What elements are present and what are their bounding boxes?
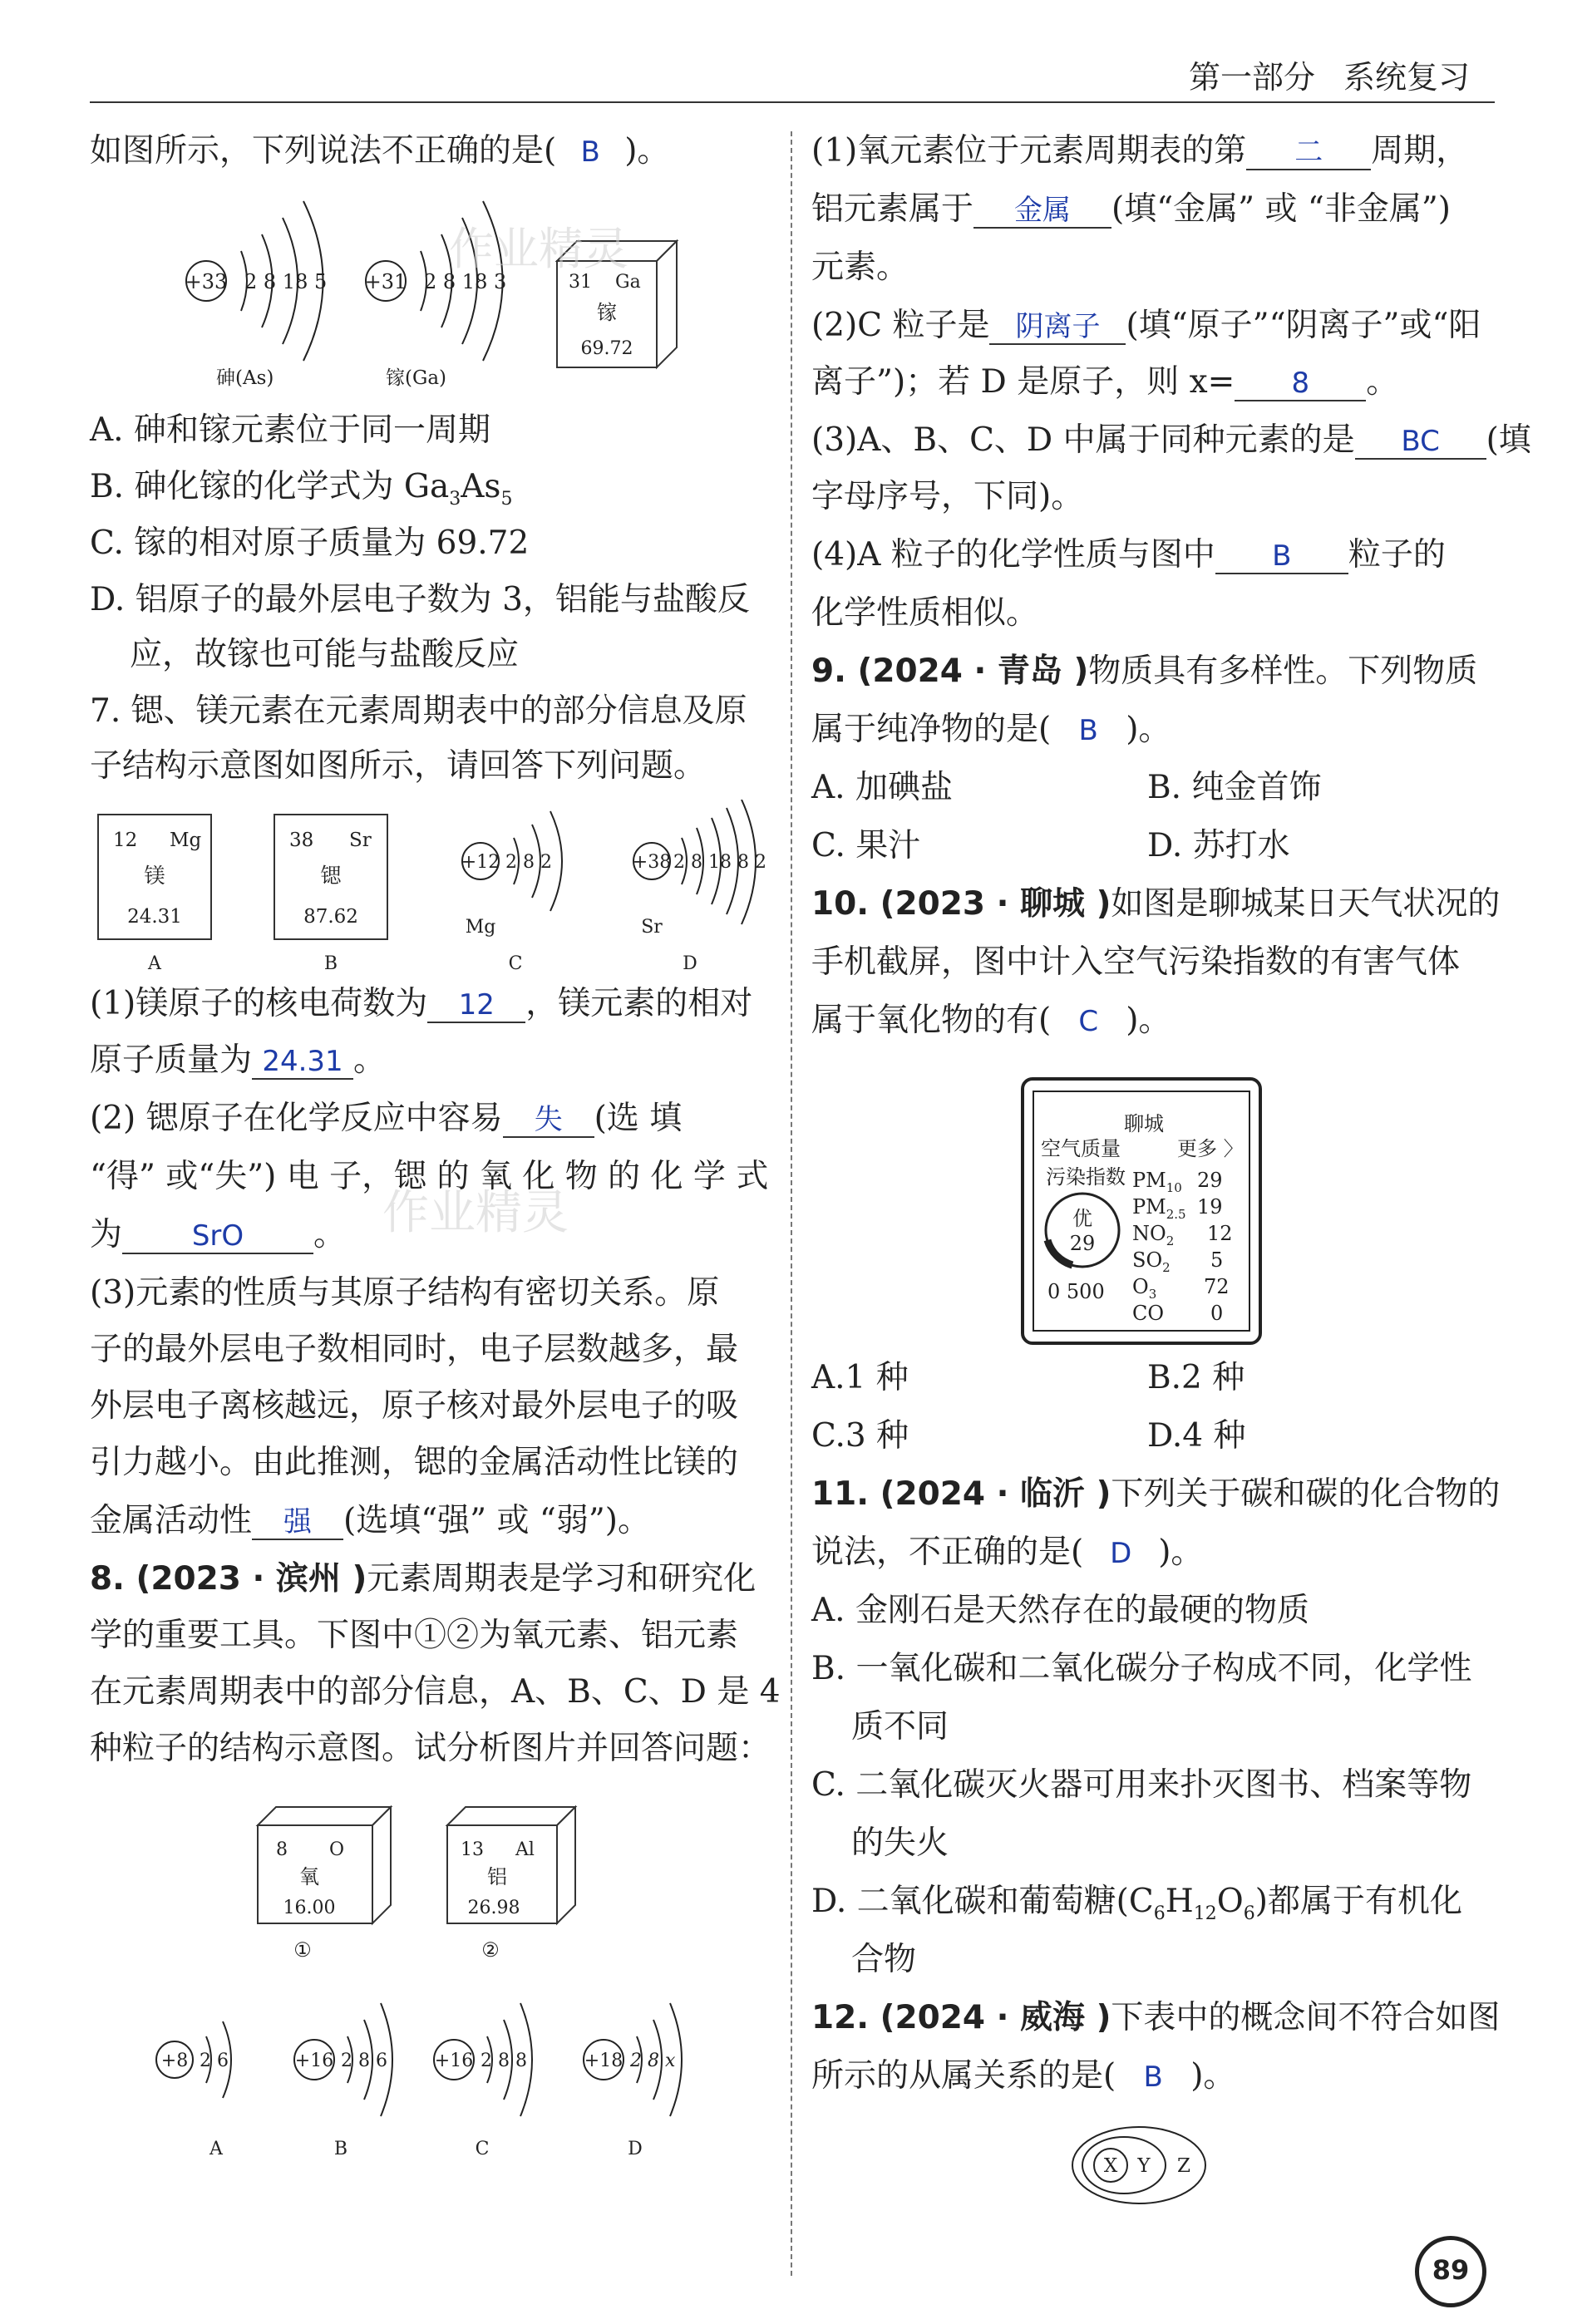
q11-option-d: D. 二氧化碳和葡萄糖$(C_6H_{12}O_6)$都属于有机化 (811, 1883, 1462, 1924)
q8-part3-cont: 字母序号，下同)。 (811, 478, 1084, 515)
o-cell-mass: 16.00 (283, 1898, 336, 1918)
q7-part1: (1)镁原子的核电荷数为 12 ，镁元素的相对 (90, 985, 753, 1022)
no2-value: 12 (1207, 1222, 1233, 1245)
q8-stem-l2: 学的重要工具。下图中①②为氧元素、铝元素 (90, 1617, 739, 1654)
q8-answer-3: 阴离子 (1015, 310, 1101, 343)
sr-cell-sym: Sr (349, 830, 372, 851)
particle-b-shells: 2 8 6 (341, 2051, 387, 2071)
o-cell-no: 8 (276, 1839, 288, 1860)
svg-text:作业精灵: 作业精灵 (382, 1186, 569, 1240)
page-header (1189, 52, 1470, 97)
q12-stem-cont: 所示的从属关系的是( B )。 (811, 2056, 1235, 2097)
aqi-gauge-fill (1047, 1240, 1072, 1265)
q10-answer: C (1078, 1005, 1099, 1038)
particle-d-shells: 2 8 x (630, 2051, 676, 2071)
sr-cell-mass: 87.62 (303, 906, 358, 928)
particle-label-d: D (628, 2139, 643, 2159)
so2-label: $SO_2$ (1132, 1248, 1171, 1275)
ga-charge: +31 (364, 270, 407, 293)
al-cell-index: ② (481, 1938, 500, 1962)
particle-c-charge: +16 (434, 2051, 474, 2071)
q10-stem: 10. (2023 · 聊城 )如图是聊城某日天气状况的 (811, 885, 1501, 923)
aqi-scale: 0 500 (1047, 1280, 1105, 1303)
aqi-level: 优 (1072, 1207, 1092, 1230)
q7-part2: (2) 锶原子在化学反应中容易 失 (选 填 (90, 1100, 683, 1137)
pm10-label: $PM_{10}$ (1132, 1169, 1182, 1195)
q7-part3: (3)元素的性质与其原子结构有密切关系。原 (90, 1274, 720, 1312)
q10-stem-l3: 属于氧化物的有( C )。 (811, 1001, 1171, 1041)
q11-option-b-cont: 质不同 (851, 1708, 949, 1745)
q8-part2-cont: 离子”)；若 D 是原子，则 x= 8 。 (811, 363, 1399, 401)
o-cell-index: ① (293, 1938, 312, 1962)
q6-figure (166, 185, 698, 401)
q7-part2-cont: “得” 或“失”) 电 子，锶 的 氧 化 物 的 化 学 式 (90, 1158, 769, 1195)
al-cell-name: 铝 (487, 1865, 507, 1888)
mg-cell-sym: Mg (170, 830, 202, 851)
al-cell-sym: Al (515, 1839, 535, 1860)
fig-label-b: B (323, 953, 338, 974)
q6-option-c: C. 镓的相对原子质量为 69.72 (90, 524, 530, 562)
ga-shells: 2 8 18 3 (424, 270, 507, 293)
venn-label-y: Y (1137, 2155, 1151, 2177)
q7-part3-l3: 外层电子离核越远，原子核对最外层电子的吸 (90, 1387, 739, 1425)
phone-more-link[interactable]: 更多 〉 (1177, 1137, 1244, 1160)
sr-charge: +38 (632, 852, 672, 873)
q12-answer: B (1143, 2061, 1163, 2094)
q8-stem: 8. (2023 · 滨州 )元素周期表是学习和研究化 (90, 1560, 757, 1598)
q6-option-d: D. 铝原子的最外层电子数为 3，铝能与盐酸反 (90, 581, 750, 618)
ga-label: 镓(Ga) (386, 367, 447, 389)
q8-answer-5: BC (1401, 425, 1440, 458)
q8-part1-cont2: 元素。 (811, 249, 909, 286)
ga-cell-name: 镓 (597, 301, 617, 324)
q10-option-b: B.2 种 (1147, 1359, 1245, 1396)
particle-label-b: B (333, 2139, 348, 2159)
co-value: 0 (1210, 1302, 1224, 1325)
q6-answer: B (580, 135, 600, 169)
sr-cell-no: 38 (289, 830, 314, 851)
q11-answer: D (1110, 1537, 1132, 1570)
q7-stem-cont: 子结构示意图如图所示，请回答下列问题。 (90, 747, 707, 785)
q7-answer-2: 24.31 (262, 1045, 343, 1078)
q8-part4-cont: 化学性质相似。 (811, 594, 1039, 632)
particle-label-a: A (209, 2139, 223, 2159)
q8-stem-l4: 种粒子的结构示意图。试分析图片并回答问题： (90, 1730, 771, 1767)
ga-cell-no: 31 (569, 272, 592, 293)
phone-screenshot (1021, 1077, 1262, 1345)
q7-answer-5: 强 (283, 1505, 313, 1539)
header-part: 第一部分 (1189, 59, 1316, 96)
al-cell-no: 13 (461, 1839, 484, 1860)
q12-stem: 12. (2024 · 威海 )下表中的概念间不符合如图 (811, 1999, 1501, 2036)
phone-pollution-index: 污染指数 (1046, 1165, 1126, 1189)
q6-option-a: A. 砷和镓元素位于同一周期 (90, 411, 490, 449)
no2-label: $NO_2$ (1132, 1222, 1175, 1248)
o3-label: $O_3$ (1132, 1275, 1157, 1302)
q10-option-c: C.3 种 (811, 1417, 909, 1455)
q8-figure (133, 1795, 765, 2169)
pm10-value: 29 (1197, 1169, 1223, 1192)
q7-answer-3: 失 (534, 1103, 563, 1136)
q9-stem: 9. (2024 · 青岛 )物质具有多样性。下列物质 (811, 652, 1478, 690)
column-divider (791, 131, 792, 2276)
q8-answer-1: 二 (1294, 135, 1323, 169)
q9-stem-cont: 属于纯净物的是( B )。 (811, 710, 1171, 751)
q11-option-c-cont: 的失火 (851, 1824, 949, 1862)
mg-cell-no: 12 (113, 830, 138, 851)
q11-option-d-cont: 合物 (851, 1941, 917, 1978)
q8-answer-4: 8 (1291, 367, 1310, 400)
q11-option-a: A. 金刚石是天然存在的最硬的物质 (811, 1592, 1309, 1629)
q8-part4: (4)A 粒子的化学性质与图中 B 粒子的 (811, 536, 1446, 574)
header-rule (90, 101, 1495, 103)
as-charge: +33 (185, 270, 228, 293)
q12-venn-diagram (1064, 2120, 1214, 2211)
q7-part1-cont: 原子质量为 24.31 。 (90, 1041, 387, 1079)
particle-c-shells: 2 8 8 (481, 2051, 527, 2071)
header-section: 系统复习 (1343, 59, 1471, 96)
so2-value: 5 (1210, 1248, 1224, 1272)
q7-part2-cont2: 为 SrO 。 (90, 1216, 347, 1253)
pm25-label: $PM_{2.5}$ (1132, 1195, 1186, 1222)
q6-stem: 如图所示，下列说法不正确的是( B )。 (90, 131, 669, 172)
q7-part3-l4: 引力越小。由此推测，锶的金属活动性比镁的 (90, 1444, 739, 1481)
q8-part1: (1)氧元素位于元素周期表的第 二 周期， (811, 132, 1469, 170)
as-shells: 2 8 18 5 (244, 270, 328, 293)
sr-shells: 2 8 18 8 2 (673, 852, 766, 873)
particle-a-shells: 2 6 (200, 2051, 229, 2071)
q8-part2: (2)C 粒子是 阴离子 (填“原子”“阴离子”或“阳 (811, 307, 1481, 344)
page-number: 89 (1415, 2236, 1486, 2307)
q7-figure (90, 800, 771, 974)
particle-b-charge: +16 (294, 2051, 334, 2071)
mg-element: Mg (465, 917, 496, 938)
venn-label-x: X (1103, 2155, 1118, 2177)
q8-part1-cont: 铝元素属于 金属 (填“金属” 或 “非金属”) (811, 190, 1451, 228)
aqi-gauge (1039, 1187, 1126, 1273)
pm25-value: 19 (1197, 1195, 1223, 1219)
venn-label-z: Z (1177, 2155, 1190, 2177)
q7-part3-l5: 金属活动性 强 (选填“强” 或 “弱”)。 (90, 1502, 650, 1539)
sr-element: Sr (641, 917, 663, 938)
o-cell-sym: O (329, 1839, 345, 1860)
q9-option-c: C. 果汁 (811, 827, 921, 864)
ga-cell-sym: Ga (615, 272, 641, 293)
q8-stem-l3: 在元素周期表中的部分信息，A、B、C、D 是 4 (90, 1673, 781, 1711)
as-label: 砷(As) (216, 367, 274, 389)
q8-answer-6: B (1272, 539, 1292, 573)
mg-shells: 2 8 2 (505, 852, 552, 873)
particle-d-charge: +18 (584, 2051, 623, 2071)
particle-a-charge: +8 (160, 2051, 189, 2071)
q10-option-a: A.1 种 (811, 1359, 909, 1396)
mg-cell-name: 镁 (144, 864, 165, 888)
q6-option-b: B. 砷化镓的化学式为 $Ga_3As_5$ (90, 468, 513, 510)
q11-stem-cont: 说法，不正确的是( D )。 (811, 1533, 1203, 1573)
q9-answer: B (1078, 714, 1098, 747)
ga-cell-side (657, 241, 677, 367)
q11-option-c: C. 二氧化碳灭火器可用来扑灭图书、档案等物 (811, 1766, 1472, 1804)
q7-answer-1: 12 (458, 988, 495, 1022)
phone-air-quality: 空气质量 (1041, 1137, 1121, 1160)
q9-option-b: B. 纯金首饰 (1147, 769, 1322, 806)
fig-label-c: C (508, 953, 523, 974)
sr-cell-name: 锶 (320, 864, 342, 888)
q9-option-d: D. 苏打水 (1147, 827, 1290, 864)
particle-label-c: C (475, 2139, 490, 2159)
q8-part3: (3)A、B、C、D 中属于同种元素的是 BC (填 (811, 421, 1531, 459)
q10-stem-l2: 手机截屏，图中计入空气污染指数的有害气体 (811, 943, 1461, 981)
watermark: 作业精灵 (449, 223, 628, 275)
watermark-2 (374, 1180, 590, 1247)
aqi-value: 29 (1069, 1232, 1096, 1255)
al-cell-mass: 26.98 (467, 1898, 520, 1918)
phone-city: 聊城 (1124, 1112, 1164, 1135)
q7-part3-l2: 子的最外层电子数相同时，电子层数越多，最 (90, 1331, 739, 1368)
fig-label-a: A (148, 953, 161, 974)
q11-option-b: B. 一氧化碳和二氧化碳分子构成不同，化学性 (811, 1650, 1472, 1687)
co-label: CO (1132, 1302, 1165, 1325)
mg-charge: +12 (461, 852, 500, 873)
o-cell-name: 氧 (299, 1865, 319, 1888)
q10-option-d: D.4 种 (1147, 1417, 1246, 1455)
q9-option-a: A. 加碘盐 (811, 769, 953, 806)
fig-label-d: D (683, 953, 697, 974)
q8-answer-2: 金属 (1014, 194, 1072, 227)
phone-screen (1033, 1091, 1250, 1332)
q11-stem: 11. (2024 · 临沂 )下列关于碳和碳的化合物的 (811, 1475, 1501, 1513)
o3-value: 72 (1204, 1275, 1230, 1298)
q6-option-d-cont: 应，故镓也可能与盐酸反应 (130, 636, 520, 673)
mg-cell-mass: 24.31 (127, 906, 182, 928)
q7-answer-4: SrO (191, 1219, 244, 1253)
q7-stem: 7. 锶、镁元素在元素周期表中的部分信息及原 (90, 692, 747, 730)
ga-cell-mass: 69.72 (580, 338, 633, 359)
